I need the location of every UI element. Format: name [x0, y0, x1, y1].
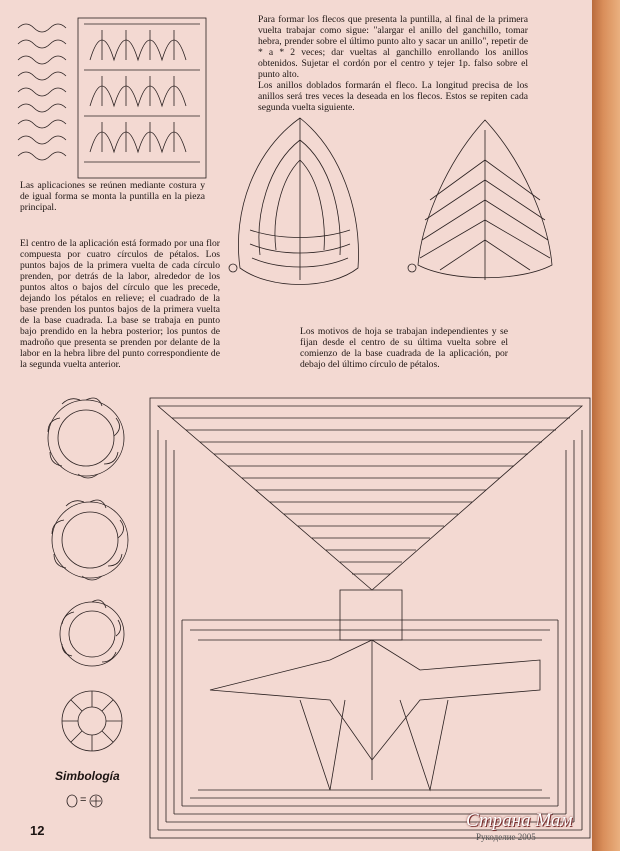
leaf-motif-chart-2: [408, 120, 552, 280]
page-number: 12: [30, 823, 45, 838]
square-base-chart: [150, 398, 590, 838]
rings-instructions: Los anillos doblados formarán el fleco. La longitud precisa de los anillos será tres veces la deseada en los flecos. Estos se repiten cada segunda vuelta siguiente.: [258, 80, 528, 113]
leaf-motifs-note: Los motivos de hoja se trabajan independientes y se fijan desde el centro de su última vuelta sobre el comienzo de la base cuadrada de la aplicación, por debajo del último círculo de pétalos.: [300, 326, 508, 370]
legend-title: Simbología: [55, 769, 120, 783]
center-description: El centro de la aplicación está formado por una flor compuesta por cuatro círculos de pétalos. Los puntos bajos de la primera vuelta de cada círculo prenden, por detrás de la labor, alrededor de los puntos altos o bajos del círculo que les precede, dejando los pétalos en relieve; el cuadrado de la base prenden los puntos bajos de la primera vuelta de la base cuadrada. La base se trabaja en punto bajo prendido en la hebra posterior; los puntos de madroño que presenta se prenden por delante de la labor en la hebra libre del punto correspondiente de la segunda vuelta anterior.: [20, 238, 220, 370]
puff-stitch-icon: [89, 795, 103, 809]
madrono-stitch-icon: [64, 795, 80, 809]
lace-edging-chart: [18, 18, 206, 178]
legend-equals: =: [80, 794, 87, 806]
watermark-sub: Рукоделие 2005: [476, 832, 536, 842]
applications-note: Las aplicaciones se reúnen mediante costura y de igual forma se monta la puntilla en la pieza principal.: [20, 180, 205, 213]
watermark-text: Страна Мам: [466, 810, 573, 831]
petal-circle-2: [52, 500, 128, 580]
fringe-instructions: Para formar los flecos que presenta la puntilla, al final de la primera vuelta trabajar como sigue: "alargar el anillo del ganchillo, tomar hebra, prender sobre el último punto alto y sacar un anillo", repetir de * a * 2 veces; dar vueltas al ganchillo enrollando los anillos obtenidos. Sujetar el cordón por el centro y tejer 1p. falso sobre el punto alto.: [258, 14, 528, 80]
petal-circle-3: [60, 600, 124, 666]
leaf-motif-chart-1: [229, 118, 358, 285]
watermark: [466, 810, 573, 842]
petal-circle-4: [62, 691, 122, 751]
petal-circle-1: [48, 398, 124, 478]
